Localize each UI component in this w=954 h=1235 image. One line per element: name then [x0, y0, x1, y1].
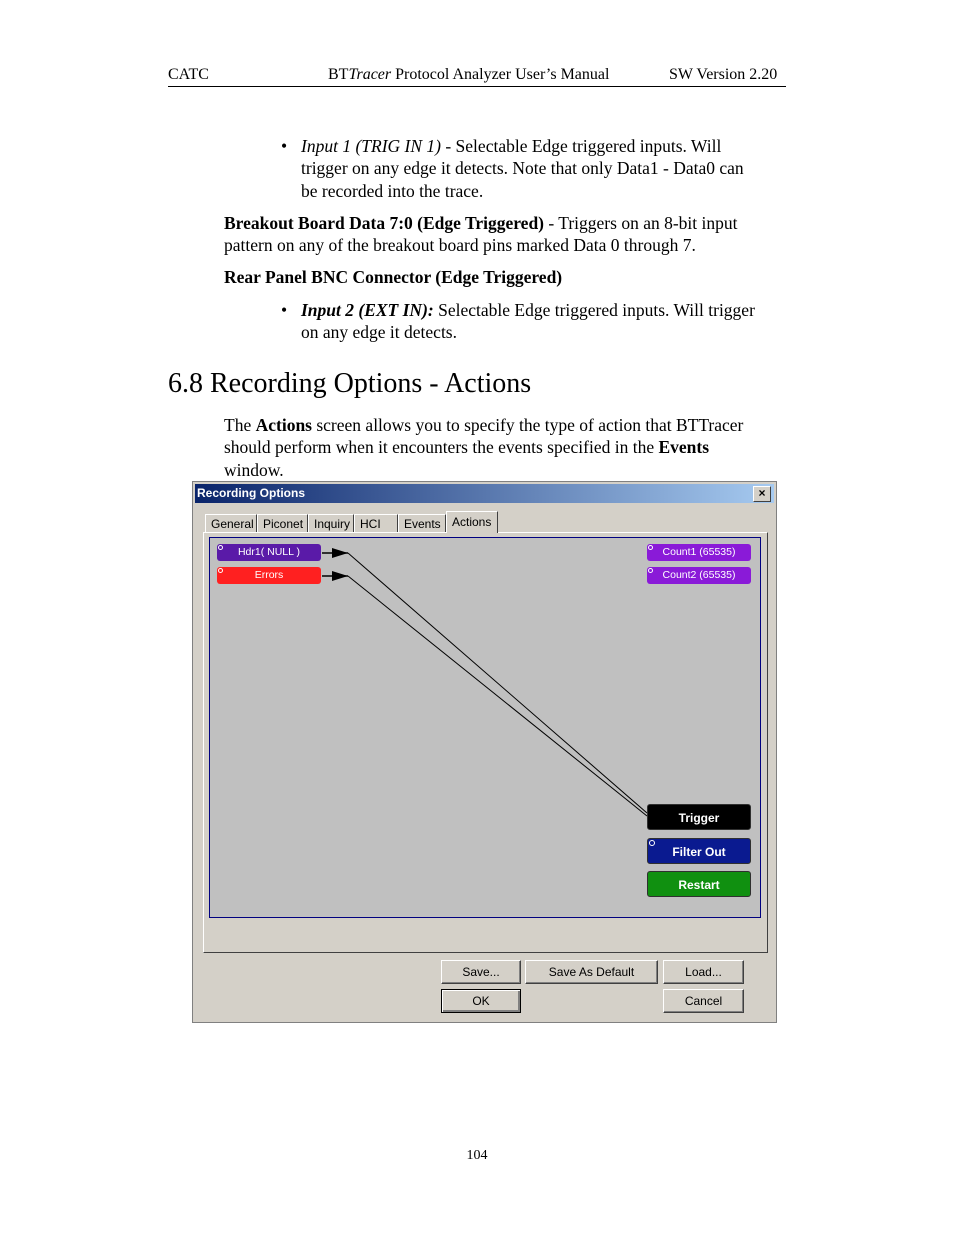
bullet-input1: Input 1 (TRIG IN 1) - Selectable Edge triggered inputs. Will trigger on any edge it detects. Note that only Data1 - Data0 can be recorded into the trace. — [301, 136, 744, 201]
pin-icon — [218, 545, 223, 550]
rear-panel-heading: Rear Panel BNC Connector (Edge Triggered) — [224, 267, 563, 287]
recording-options-dialog — [192, 481, 777, 1023]
load-button[interactable]: Load... — [663, 960, 744, 984]
arrow-head — [332, 548, 348, 558]
connection-hdr-to-trigger — [348, 553, 647, 813]
action-filter-out[interactable]: Filter Out — [647, 838, 751, 864]
breakout-paragraph: Breakout Board Data 7:0 (Edge Triggered) - Triggers on an 8-bit input pattern on any of the breakout board pins marked Data 0 through 7. — [224, 213, 738, 256]
dialog-title: Recording Options — [197, 486, 305, 500]
tab-inquiry[interactable]: Inquiry — [308, 514, 354, 532]
ok-button[interactable]: OK — [441, 989, 521, 1013]
save-button[interactable]: Save... — [441, 960, 521, 984]
counter-node-count1[interactable]: Count1 (65535) — [647, 544, 751, 561]
actions-canvas[interactable] — [209, 537, 761, 918]
bullet-symbol-2: • — [281, 300, 288, 320]
save-as-default-button[interactable]: Save As Default — [525, 960, 658, 984]
tab-hci[interactable]: HCI — [354, 514, 398, 532]
bullet-symbol: • — [281, 136, 288, 156]
cancel-button[interactable]: Cancel — [663, 989, 744, 1013]
event-node-hdr1[interactable]: Hdr1( NULL ) — [217, 544, 321, 561]
tab-piconet[interactable]: Piconet — [257, 514, 308, 532]
bullet-input2: Input 2 (EXT IN): Selectable Edge triggered inputs. Will trigger on any edge it detects. — [301, 300, 755, 343]
page-number: 104 — [466, 1148, 488, 1163]
pin-icon — [648, 545, 653, 550]
connection-errors-to-trigger — [348, 576, 647, 816]
tab-events[interactable]: Events — [398, 514, 446, 532]
pin-icon — [648, 568, 653, 573]
dialog-titlebar — [195, 484, 774, 503]
action-trigger[interactable]: Trigger — [647, 804, 751, 830]
pin-icon — [218, 568, 223, 573]
header-center: BTTracer Protocol Analyzer User’s Manual — [328, 66, 610, 83]
header-rule — [168, 86, 786, 87]
counter-node-count2[interactable]: Count2 (65535) — [647, 567, 751, 584]
close-icon[interactable]: × — [753, 486, 771, 502]
action-restart[interactable]: Restart — [647, 871, 751, 897]
arrow-head — [332, 571, 348, 581]
header-left: CATC — [168, 66, 209, 83]
header-right: SW Version 2.20 — [669, 66, 778, 83]
intro-paragraph: The Actions screen allows you to specify the type of action that BTTracer should perform when it encounters the events specified in the Events window. — [224, 415, 744, 480]
pin-icon — [649, 840, 655, 846]
section-heading: 6.8 Recording Options - Actions — [168, 368, 532, 399]
tab-general[interactable]: General — [205, 514, 257, 532]
event-node-errors[interactable]: Errors — [217, 567, 321, 584]
tab-actions[interactable]: Actions — [446, 511, 498, 533]
